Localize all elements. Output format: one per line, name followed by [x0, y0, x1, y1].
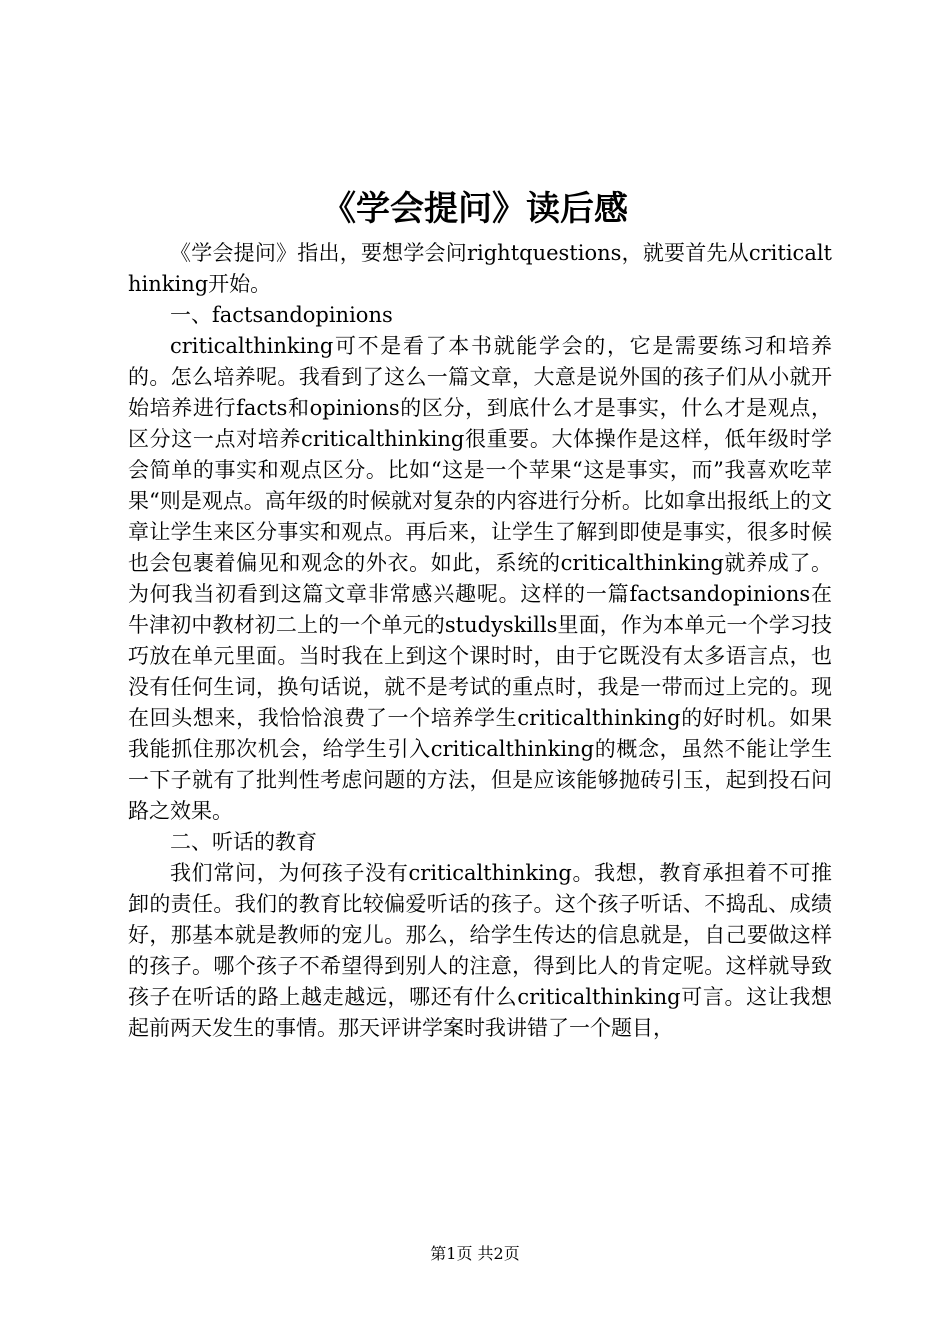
- document-title: 《学会提问》读后感: [322, 189, 628, 229]
- page-number-footer: 第1页 共2页: [430, 1244, 520, 1263]
- section-heading-obedience-education: 二、听话的教育: [170, 830, 317, 854]
- paragraph-obedience-education: 我们常问，为何孩子没有criticalthinking。我想，教育承担着不可推卸的责任。我们的教育比较偏爱听话的孩子。这个孩子听话、不捣乱、成绩好，那基本就是教师的宠儿。那么，给学生传达的信息就是，自己要做这样的孩子。哪个孩子不希望得到别人的注意，得到比人的肯定呢。这样就导致孩子在听话的路上越走越远，哪还有什么criticalthinking可言。这让我想起前两天发生的事情。那天评讲学案时我讲错了一个题目，: [128, 861, 832, 1040]
- paragraph-intro: 《学会提问》指出，要想学会问rightquestions，就要首先从criticalthinking开始。: [128, 241, 832, 296]
- paragraph-facts-opinions: criticalthinking可不是看了本书就能学会的，它是需要练习和培养的。怎么培养呢。我看到了这么一篇文章，大意是说外国的孩子们从小就开始培养进行facts和opinions的区分，到底什么才是事实，什么才是观点，区分这一点对培养criticalthinking很重要。大体操作是这样，低年级时学会简单的事实和观点区分。比如“这是一个苹果“这是事实，而”我喜欢吃苹果“则是观点。高年级的时候就对复杂的内容进行分析。比如拿出报纸上的文章让学生来区分事实和观点。再后来，让学生了解到即使是事实，很多时候也会包裹着偏见和观念的外衣。如此，系统的criticalthinking就养成了。为何我当初看到这篇文章非常感兴趣呢。这样的一篇factsandopinions在牛津初中教材初二上的一个单元的studyskills里面，作为本单元一个学习技巧放在单元里面。当时我在上到这个课时时，由于它既没有太多语言点，也没有任何生词，换句话说，就不是考试的重点时，我是一带而过上完的。现在回头想来，我恰恰浪费了一个培养学生criticalthinking的好时机。如果我能抓住那次机会，给学生引入criticalthinking的概念，虽然不能让学生一下子就有了批判性考虑问题的方法，但是应该能够抛砖引玉，起到投石问路之效果。: [128, 334, 832, 823]
- section-heading-facts-opinions: 一、factsandopinions: [170, 303, 393, 327]
- document-body: [128, 238, 832, 1044]
